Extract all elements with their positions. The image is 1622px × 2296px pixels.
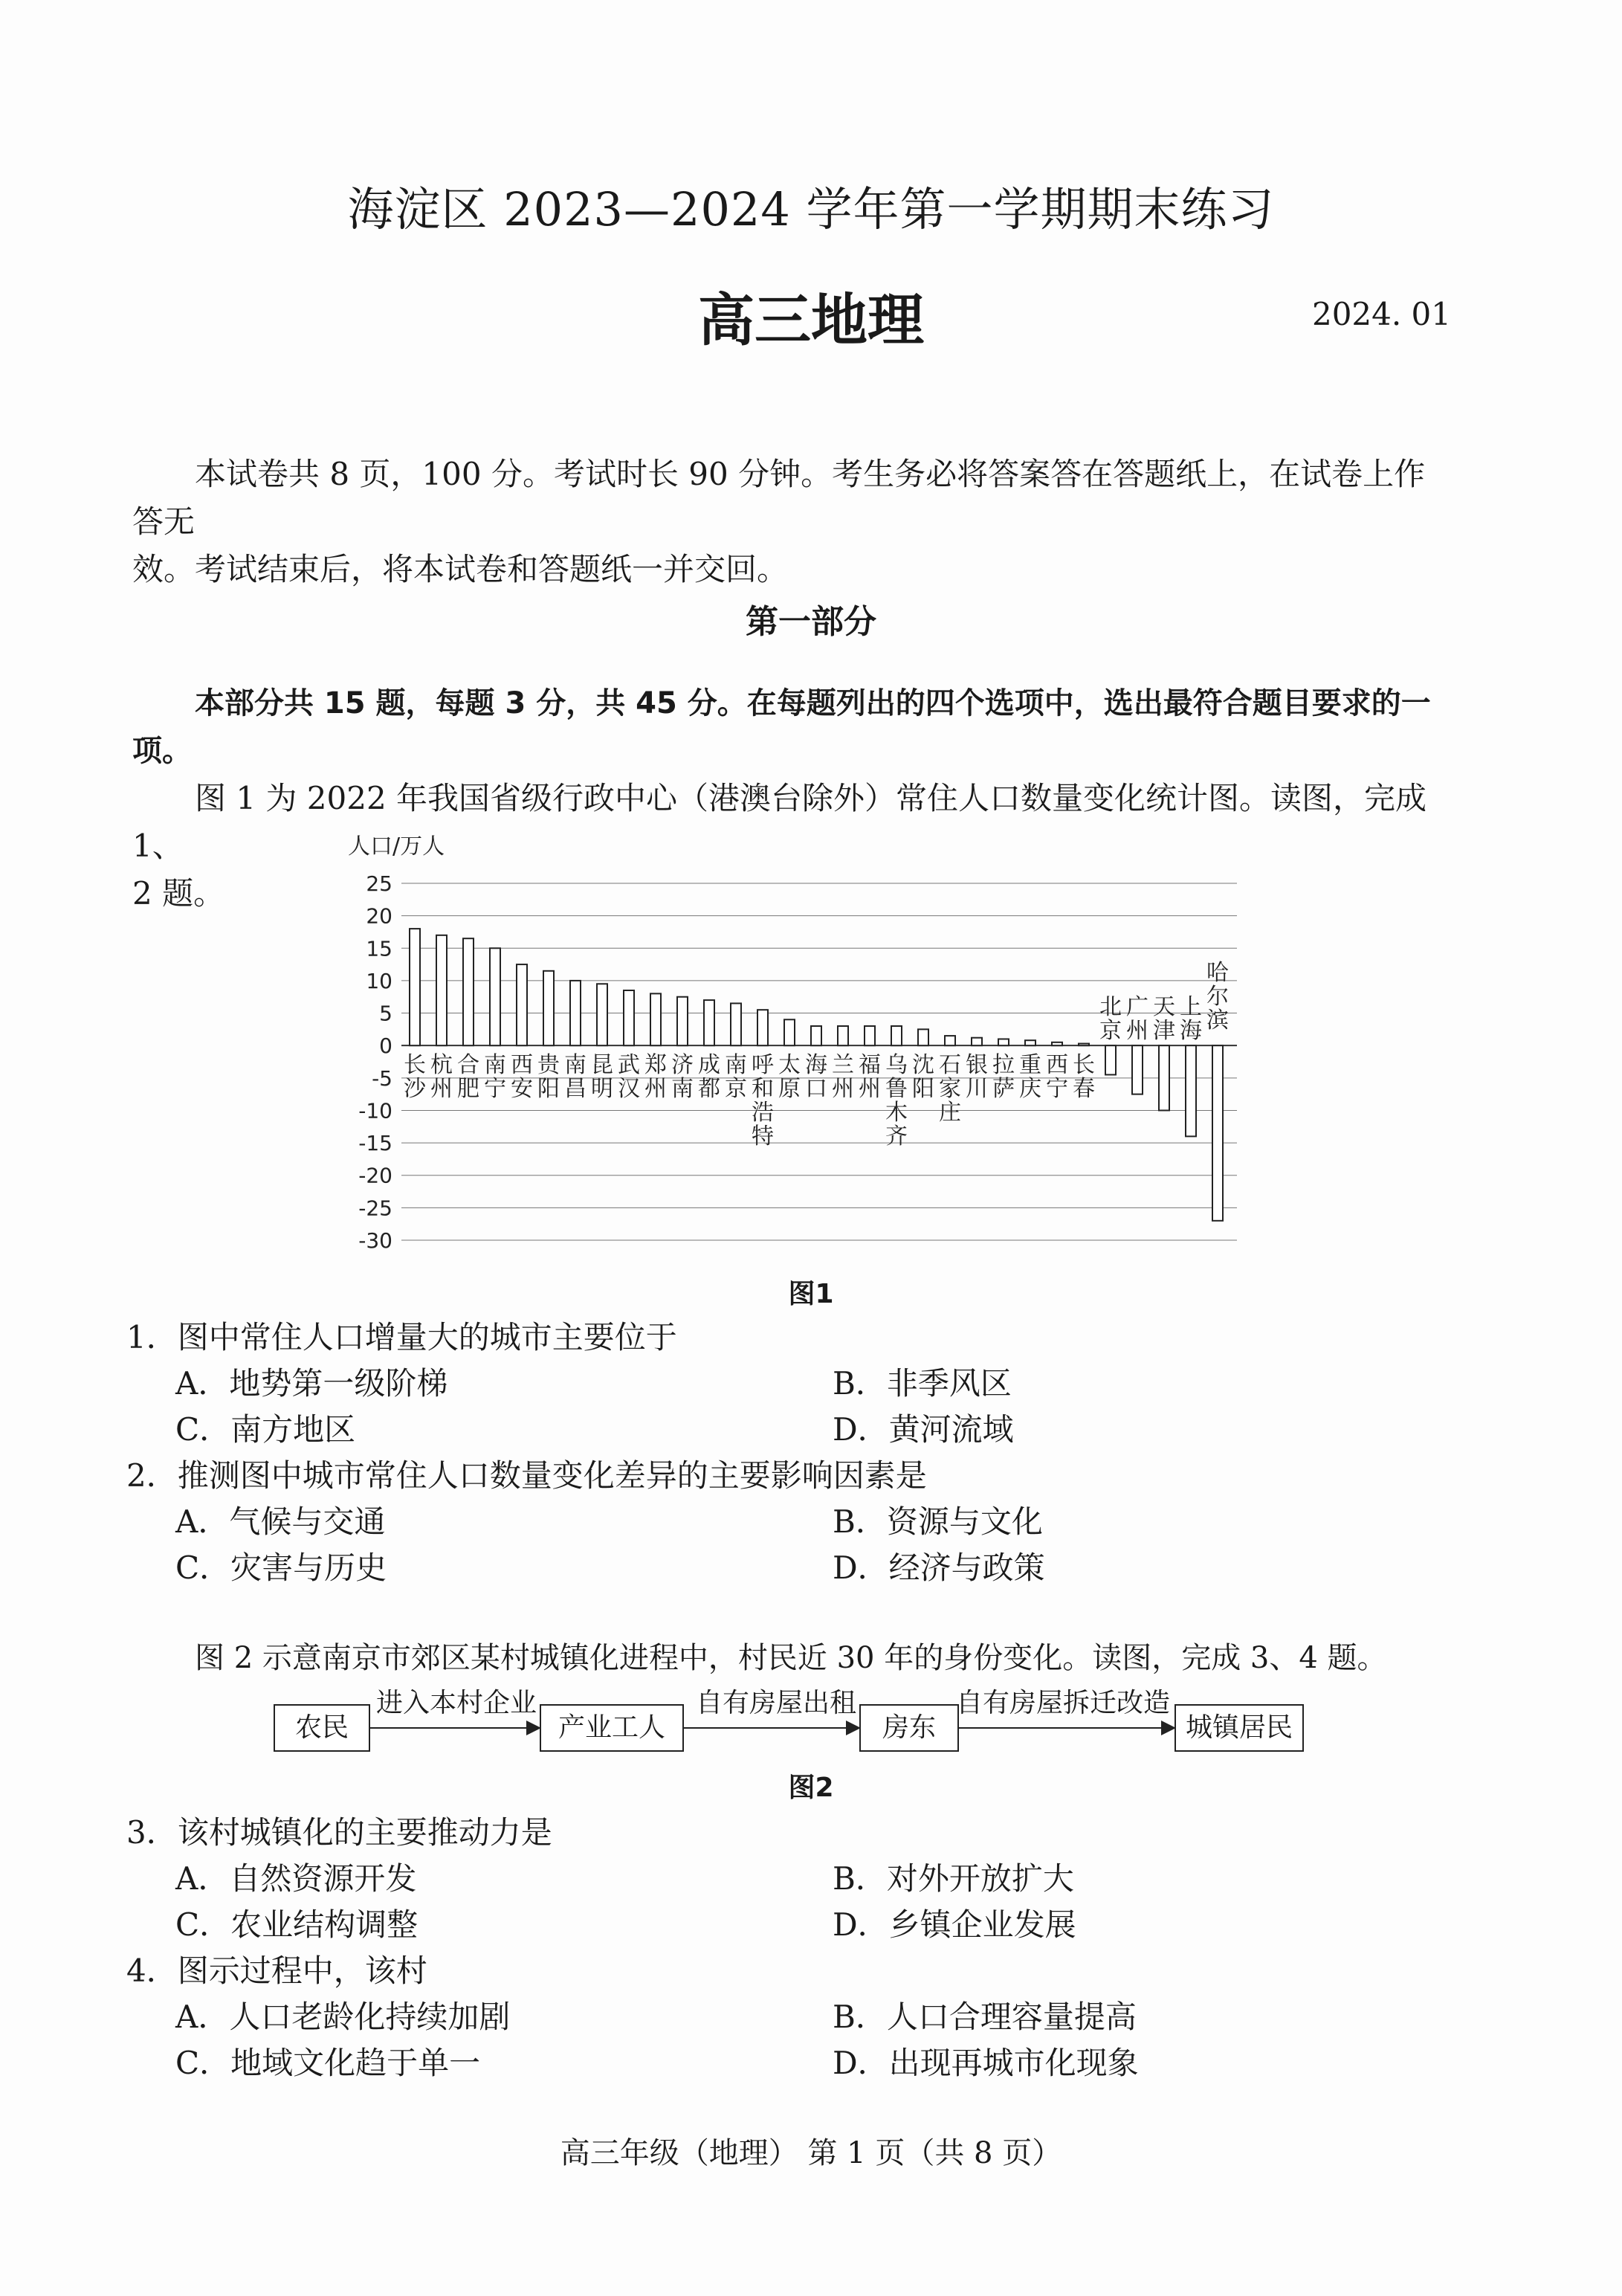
question-1-option-d[interactable]: D．黄河流域: [833, 1411, 1014, 1448]
bar-乌鲁木齐: [891, 1026, 902, 1045]
question-3-option-a[interactable]: A．自然资源开发: [175, 1860, 417, 1897]
question-3-option-c[interactable]: C．农业结构调整: [175, 1906, 419, 1943]
question-1-option-b[interactable]: B．非季风区: [833, 1365, 1012, 1402]
y-tick-label: 0: [379, 1033, 392, 1059]
bar-福州: [865, 1026, 875, 1045]
bar-南京: [731, 1003, 741, 1045]
category-label: 南宁: [484, 1052, 506, 1103]
question-2-option-a[interactable]: A．气候与交通: [175, 1503, 386, 1540]
category-label: 兰州: [832, 1052, 854, 1103]
category-label: 长沙: [404, 1052, 426, 1103]
category-label: 福州: [859, 1052, 881, 1103]
exam-title: 海淀区 2023—2024 学年第一学期期末练习: [347, 182, 1275, 236]
bar-哈尔滨: [1212, 1045, 1223, 1221]
category-label: 拉萨: [992, 1052, 1015, 1103]
y-tick-label: -20: [358, 1163, 392, 1188]
part-intro-text: 本部分共 15 题，每题 3 分，共 45 分。在每题列出的四个选项中，选出最符合题目要求的一项。: [132, 686, 1431, 768]
question-3-stem: 3．该村城镇化的主要推动力是: [126, 1814, 552, 1851]
flow-arrowhead-2: [846, 1721, 861, 1735]
category-label: 昆明: [591, 1052, 613, 1103]
question-4-option-a[interactable]: A．人口老龄化持续加剧: [175, 1999, 511, 2035]
y-tick-label: 15: [366, 936, 392, 961]
category-label: 重庆: [1019, 1052, 1041, 1103]
y-tick-label: -25: [358, 1196, 392, 1221]
bar-兰州: [838, 1026, 848, 1045]
category-label: 上海: [1180, 994, 1202, 1045]
y-tick-label: -5: [372, 1065, 392, 1091]
question-4-option-c[interactable]: C．地域文化趋于单一: [175, 2045, 481, 2081]
page-footer: 高三年级（地理） 第 1 页（共 8 页）: [560, 2136, 1062, 2170]
flow-arrowhead-3: [1161, 1721, 1176, 1735]
category-label: 银川: [966, 1052, 988, 1103]
question-1-option-a[interactable]: A．地势第一级阶梯: [175, 1365, 448, 1402]
fig1-caption: 图1: [788, 1279, 834, 1309]
y-tick-label: -15: [358, 1131, 392, 1156]
question-2-option-c[interactable]: C．灾害与历史: [175, 1550, 387, 1586]
chart-y-ticks: [358, 871, 392, 1253]
category-label: 天津: [1153, 994, 1175, 1045]
question-2-stem: 2．推测图中城市常住人口数量变化差异的主要影响因素是: [126, 1457, 927, 1494]
y-tick-label: 5: [379, 1001, 392, 1026]
y-tick-label: 20: [366, 903, 392, 929]
flow-arrow-3: [957, 1727, 1161, 1729]
category-label: 西安: [511, 1052, 533, 1103]
bar-广州: [1132, 1045, 1143, 1094]
y-tick-label: 25: [366, 871, 392, 896]
bar-长沙: [410, 929, 420, 1045]
category-label: 海口: [805, 1052, 827, 1103]
category-label: 西宁: [1046, 1052, 1068, 1103]
y-tick-label: -10: [358, 1098, 392, 1123]
category-label: 合肥: [457, 1052, 479, 1103]
part-title: 第一部分: [746, 603, 876, 641]
instructions-line-2: 效。考试结束后，将本试卷和答题纸一并交回。: [132, 551, 789, 587]
bar-贵阳: [543, 971, 554, 1045]
bar-合肥: [463, 938, 474, 1045]
subject-title: 高三地理: [698, 287, 924, 353]
category-label: 杭州: [430, 1052, 453, 1103]
bar-西安: [517, 964, 527, 1045]
flow-box-industrial-worker: 产业工人: [540, 1704, 684, 1752]
bar-天津: [1159, 1045, 1169, 1110]
flow-box-urban-resident: 城镇居民: [1175, 1704, 1304, 1752]
category-label: 贵阳: [537, 1052, 560, 1103]
fig1-intro-line-2: 2 题。: [132, 875, 225, 912]
flow-label-1: 进入本村企业: [376, 1688, 537, 1718]
bar-南宁: [490, 948, 500, 1045]
category-label: 呼和浩特: [752, 1052, 774, 1150]
flow-label-2: 自有房屋出租: [696, 1688, 857, 1718]
instructions-line-1: 本试卷共 8 页，100 分。考试时长 90 分钟。考生务必将答案答在答题纸上，在试卷上作答无: [132, 456, 1426, 540]
bar-重庆: [1025, 1040, 1035, 1045]
exam-date: 2024. 01: [1311, 296, 1451, 332]
bar-呼和浩特: [757, 1010, 768, 1045]
bar-银川: [972, 1038, 982, 1045]
flow-arrowhead-1: [526, 1721, 541, 1735]
bar-武汉: [624, 990, 634, 1045]
category-label: 石家庄: [939, 1052, 961, 1126]
bar-西宁: [1052, 1042, 1062, 1045]
question-3-option-b[interactable]: B．对外开放扩大: [833, 1860, 1074, 1897]
bar-杭州: [436, 935, 447, 1045]
category-label: 郑州: [644, 1052, 667, 1103]
flow-box-farmer: 农民: [274, 1704, 370, 1752]
question-4-stem: 4．图示过程中，该村: [126, 1952, 427, 1989]
flow-arrow-1: [369, 1727, 526, 1729]
bar-北京: [1105, 1045, 1116, 1074]
fig2-caption: 图2: [788, 1773, 834, 1803]
flow-label-3: 自有房屋拆迁改造: [956, 1688, 1171, 1718]
flow-box-landlord: 房东: [859, 1704, 959, 1752]
bar-济南: [677, 997, 688, 1045]
bar-长春: [1079, 1044, 1089, 1046]
flow-arrow-2: [682, 1727, 846, 1729]
bar-石家庄: [945, 1036, 955, 1045]
category-label: 南昌: [564, 1052, 587, 1103]
y-tick-label: 10: [366, 968, 392, 993]
fig1-intro-line-1: 图 1 为 2022 年我国省级行政中心（港澳台除外）常住人口数量变化统计图。读图，完成 1、: [132, 780, 1427, 864]
fig2-intro: 图 2 示意南京市郊区某村城镇化进程中，村民近 30 年的身份变化。读图，完成 3、4 题。: [195, 1641, 1387, 1675]
bar-太原: [784, 1019, 795, 1045]
bar-昆明: [597, 984, 607, 1045]
category-label: 沈阳: [912, 1052, 934, 1103]
question-1-stem: 1．图中常住人口增量大的城市主要位于: [126, 1319, 677, 1355]
bar-成都: [704, 1000, 714, 1045]
category-label: 哈尔滨: [1206, 960, 1229, 1033]
bar-南昌: [570, 981, 581, 1045]
category-label: 南京: [725, 1052, 747, 1103]
question-2-option-d[interactable]: D．经济与政策: [833, 1550, 1045, 1586]
question-4-option-b[interactable]: B．人口合理容量提高: [833, 1999, 1137, 2035]
bar-郑州: [650, 993, 661, 1045]
category-label: 太原: [778, 1052, 801, 1103]
category-label: 广州: [1126, 994, 1148, 1045]
y-tick-label: -30: [358, 1228, 392, 1253]
category-label: 长春: [1073, 1052, 1095, 1103]
bar-上海: [1186, 1045, 1196, 1136]
bar-拉萨: [998, 1039, 1009, 1045]
category-label: 北京: [1099, 994, 1122, 1045]
chart-y-axis-label: 人口/万人: [348, 833, 445, 860]
question-1-option-c[interactable]: C．南方地区: [175, 1411, 356, 1448]
question-2-option-b[interactable]: B．资源与文化: [833, 1503, 1043, 1540]
category-label: 乌鲁木齐: [885, 1052, 908, 1150]
question-3-option-d[interactable]: D．乡镇企业发展: [833, 1906, 1076, 1943]
bar-沈阳: [918, 1029, 928, 1045]
category-label: 济南: [671, 1052, 694, 1103]
question-4-option-d[interactable]: D．出现再城市化现象: [833, 2045, 1139, 2081]
category-label: 成都: [698, 1052, 720, 1103]
category-label: 武汉: [618, 1052, 640, 1103]
bar-海口: [811, 1026, 821, 1045]
